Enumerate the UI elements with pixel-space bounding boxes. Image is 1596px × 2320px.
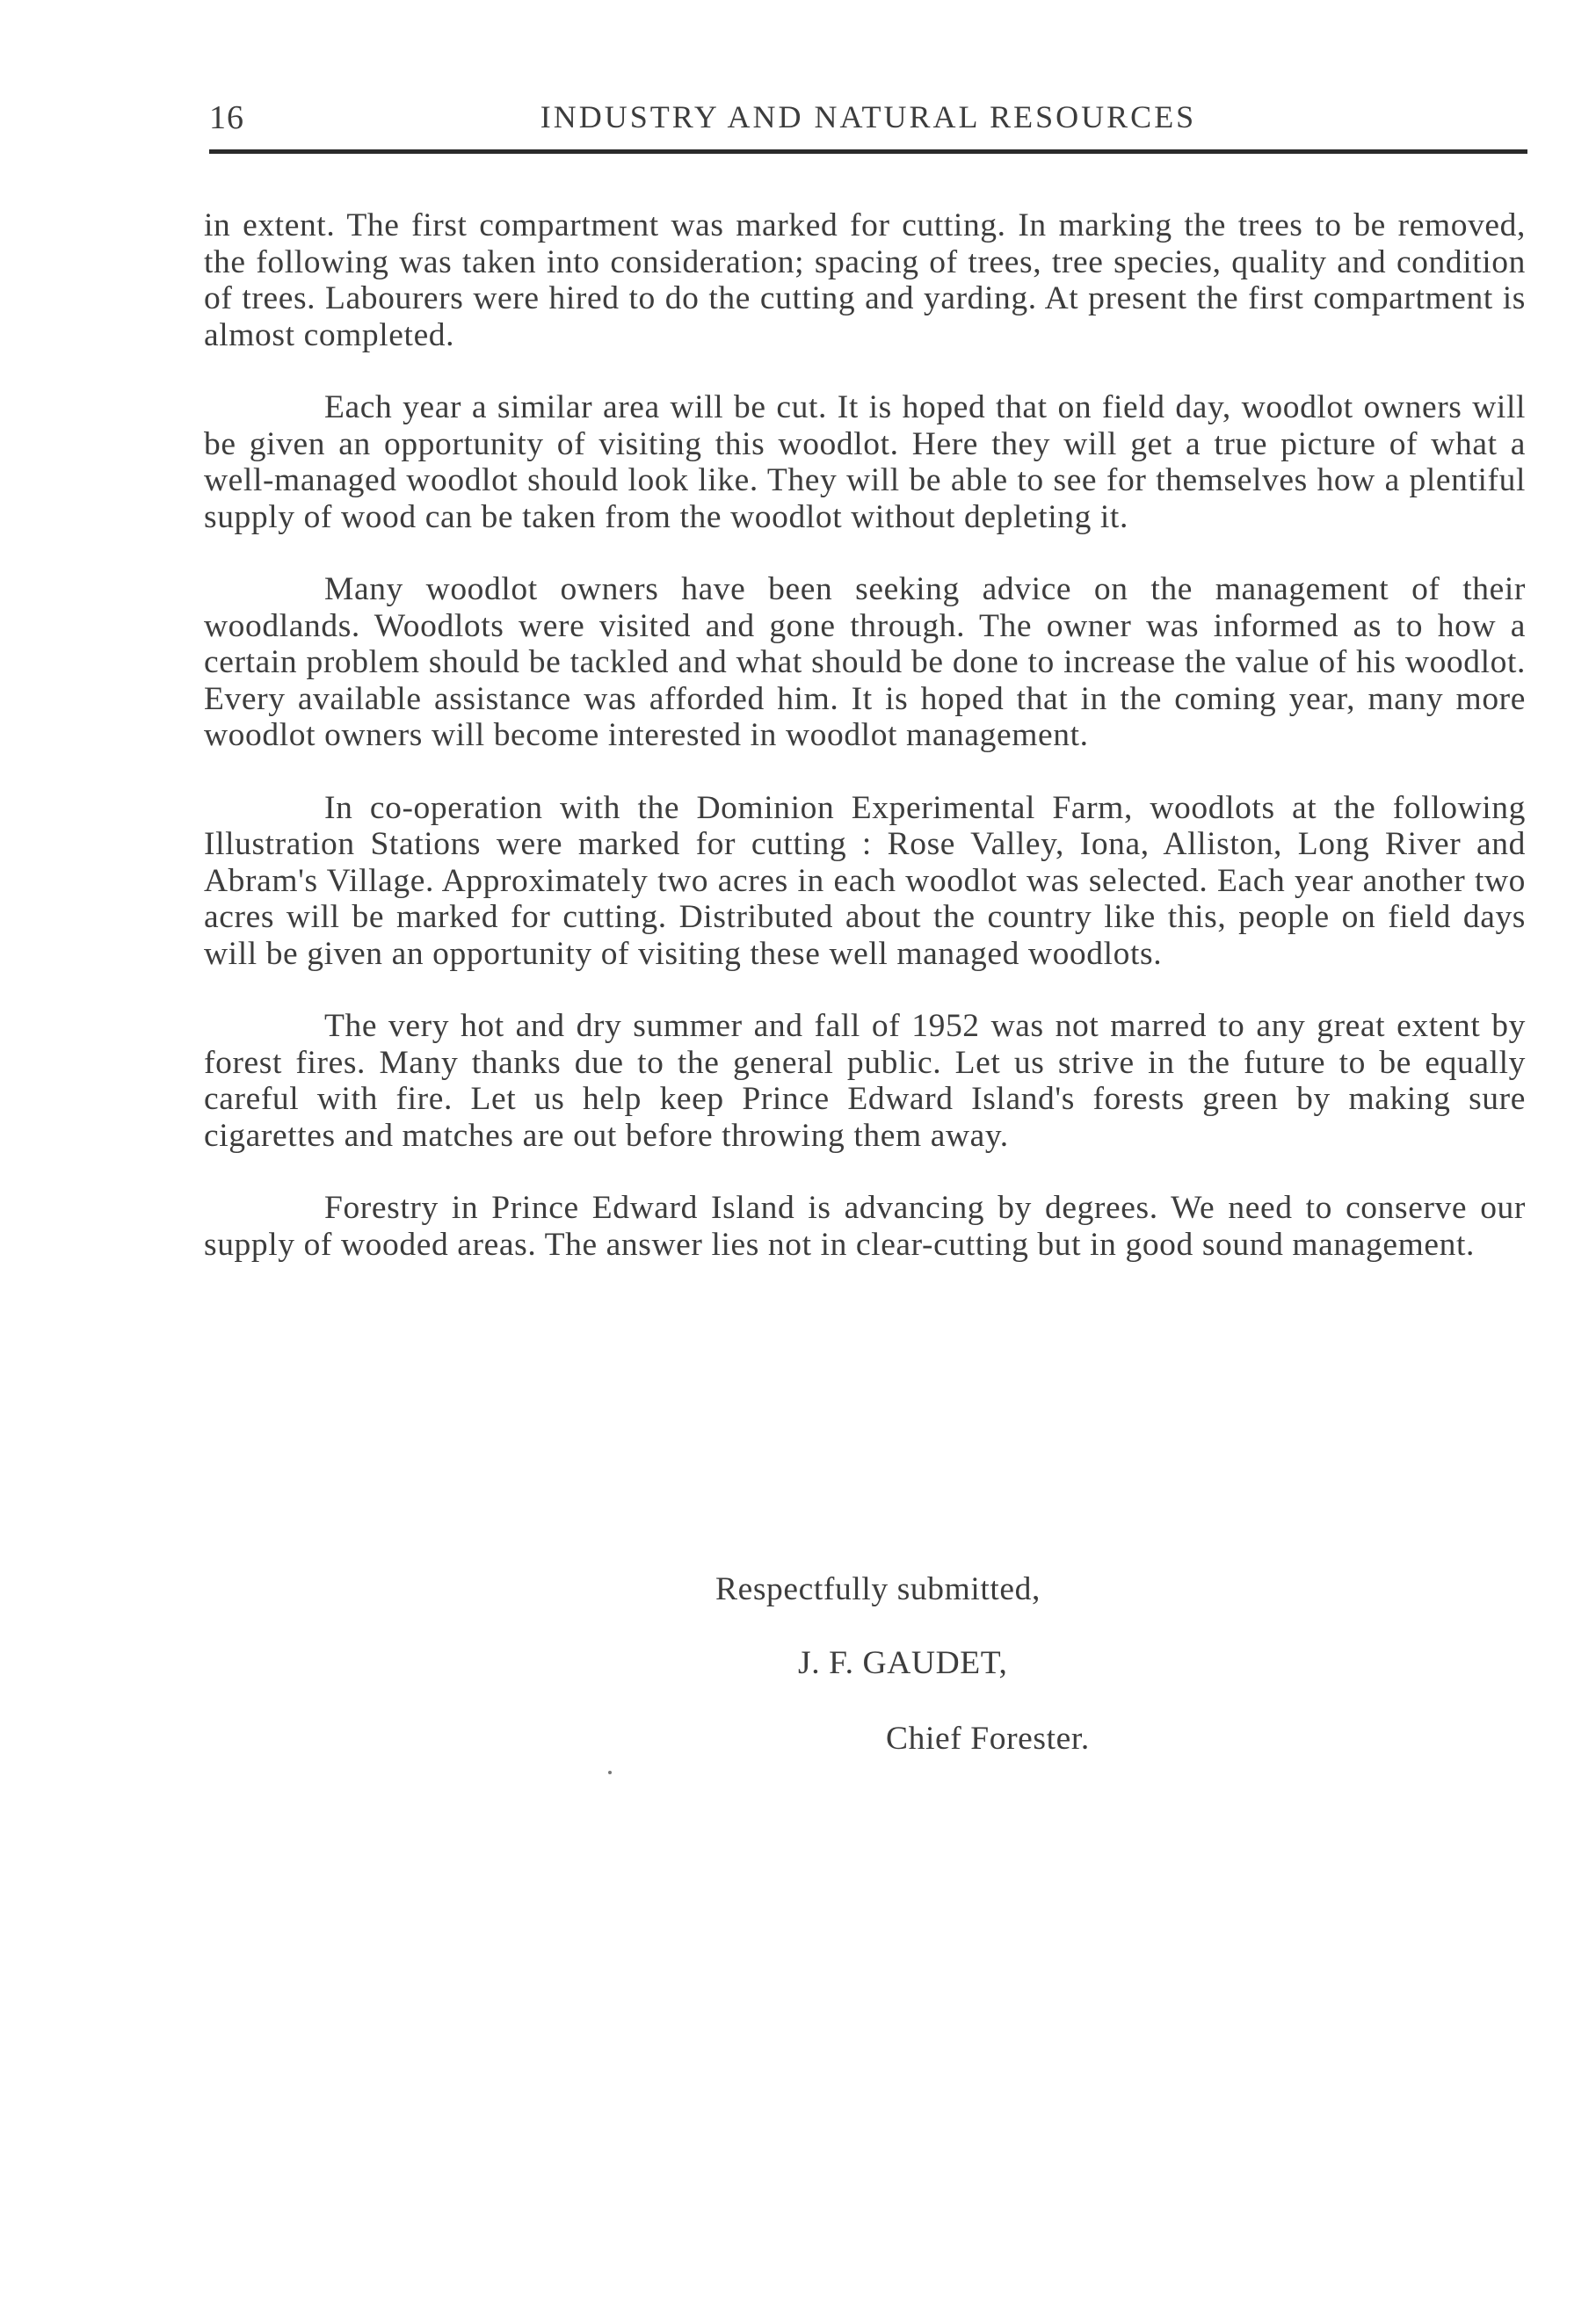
paragraph: Each year a similar area will be cut. It is hoped that on field day, woodlot owners will be given an opportunity of visiting this woodlot. Here they will get a true picture of what a well-managed woodlot should look like. They will be able to see for themselves how a plentiful supply of wood can be taken from the woodlot without depleting it. bbox=[204, 389, 1526, 535]
signatory-name: J. F. GAUDET, bbox=[798, 1645, 1008, 1681]
header-rule bbox=[209, 149, 1527, 154]
sign-off: Respectfully submitted, bbox=[715, 1571, 1041, 1607]
running-head: INDUSTRY AND NATURAL RESOURCES bbox=[540, 99, 1197, 134]
signatory-title: Chief Forester. bbox=[886, 1721, 1090, 1757]
paragraph-continued: in extent. The first compartment was marked for cutting. In marking the trees to be removed, the following was taken into consideration; spacing of trees, tree species, quality and condition of trees. Labourers were hired to do the cutting and yarding. At present the first compartment is almost completed. bbox=[204, 207, 1526, 353]
paragraph: The very hot and dry summer and fall of 1952 was not marred to any great extent by forest fires. Many thanks due to the general public. Let us strive in the future to be equally careful with fire. Let us help keep Prince Edward Island's forests green by making sure cigarettes and matches are out before throwing them away. bbox=[204, 1008, 1526, 1154]
page-header bbox=[209, 98, 1527, 146]
body-text bbox=[204, 207, 1526, 1299]
paragraph: In co-operation with the Dominion Experimental Farm, woodlots at the following Illustration Stations were marked for cutting : Rose Valley, Iona, Alliston, Long River and Abram's Village. Approximately two acres in each woodlot was selected. Each year another two acres will be marked for cutting. Distributed about the country like this, people on field days will be given an opportunity of visiting these well managed woodlots. bbox=[204, 789, 1526, 972]
page-number: 16 bbox=[209, 99, 244, 136]
paragraph: Forestry in Prince Edward Island is advancing by degrees. We need to conserve our supply of wooded areas. The answer lies not in clear-cutting but in good sound management. bbox=[204, 1190, 1526, 1263]
paragraph: Many woodlot owners have been seeking advice on the management of their woodlands. Woodlots were visited and gone through. The owner was informed as to how a certain problem should be tackled and what should be done to increase the value of his woodlot. Every available assistance was afforded him. It is hoped that in the coming year, many more woodlot owners will become interested in woodlot management. bbox=[204, 571, 1526, 753]
paper-speck bbox=[608, 1771, 612, 1774]
